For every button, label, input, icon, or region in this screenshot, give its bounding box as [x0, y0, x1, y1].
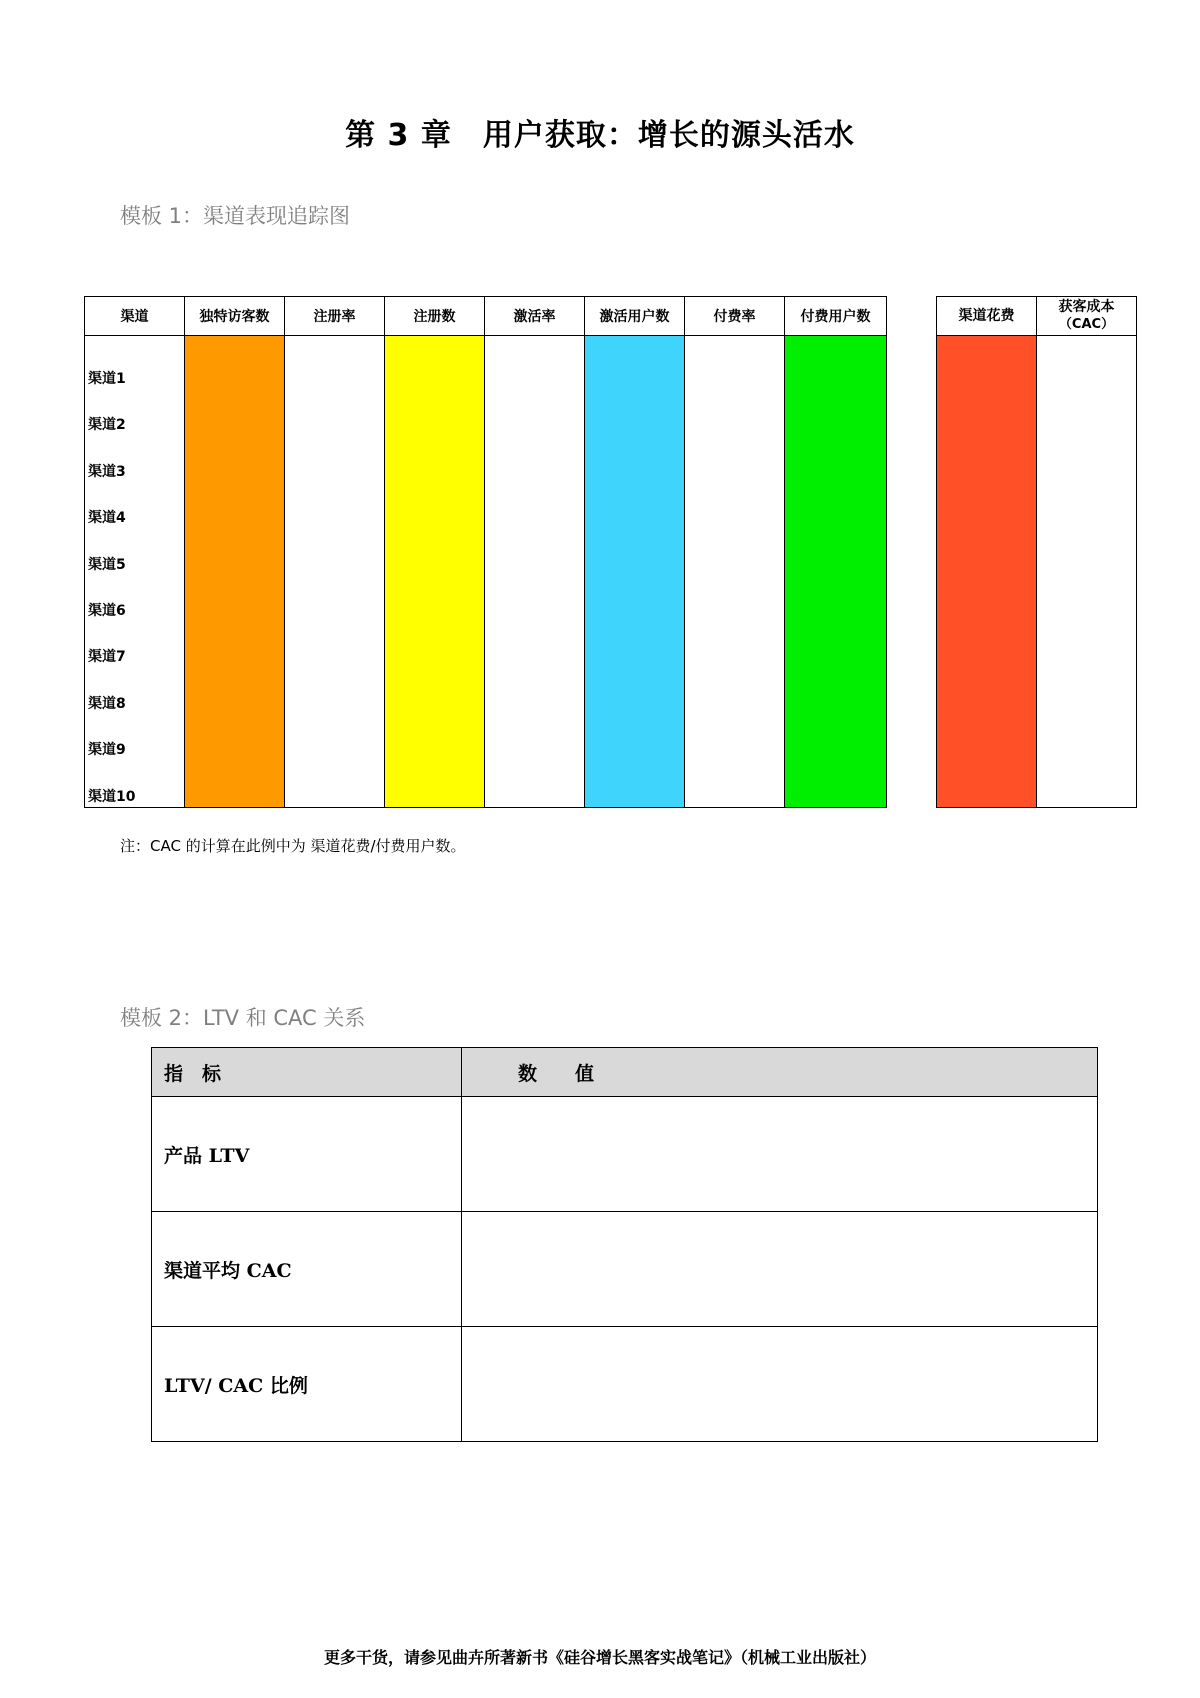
- header-cac-line1: 获客成本: [1058, 299, 1115, 315]
- cell-unique-visitors[interactable]: [185, 435, 285, 481]
- table-row: [152, 1097, 1098, 1212]
- cell-activation-rate[interactable]: [485, 714, 585, 760]
- channel-spend-column[interactable]: [937, 336, 1037, 808]
- cell-paying-users[interactable]: [785, 482, 887, 528]
- cell-activation-rate[interactable]: [485, 435, 585, 481]
- cell-registration-rate[interactable]: [285, 336, 385, 390]
- cell-payment-rate[interactable]: [685, 667, 785, 713]
- cell-payment-rate[interactable]: [685, 714, 785, 760]
- cell-registration-rate[interactable]: [285, 714, 385, 760]
- channel-cost-table: [936, 296, 1137, 808]
- cell-unique-visitors[interactable]: [185, 760, 285, 808]
- cell-activation-rate[interactable]: [485, 482, 585, 528]
- cac-column[interactable]: [1037, 336, 1137, 808]
- metric-value-cell[interactable]: [462, 1212, 1098, 1327]
- cell-activated-users[interactable]: [585, 575, 685, 621]
- header-metric: 指 标: [152, 1048, 462, 1097]
- cell-activated-users[interactable]: [585, 435, 685, 481]
- cell-payment-rate[interactable]: [685, 575, 785, 621]
- cell-registration-rate[interactable]: [285, 667, 385, 713]
- cell-paying-users[interactable]: [785, 528, 887, 574]
- cell-registration-rate[interactable]: [285, 760, 385, 808]
- cell-registration-rate[interactable]: [285, 575, 385, 621]
- table-header-row: [937, 297, 1137, 336]
- table-row: [85, 389, 887, 435]
- cell-registration-rate[interactable]: [285, 528, 385, 574]
- cell-activation-rate[interactable]: [485, 389, 585, 435]
- channel-label: 渠道3: [85, 435, 185, 481]
- metric-label: 渠道平均 CAC: [152, 1212, 462, 1327]
- metric-value-cell[interactable]: [462, 1327, 1098, 1442]
- cell-paying-users[interactable]: [785, 667, 887, 713]
- cell-unique-visitors[interactable]: [185, 714, 285, 760]
- channel-label: 渠道7: [85, 621, 185, 667]
- header-registrations: 注册数: [385, 297, 485, 336]
- table-row: [152, 1327, 1098, 1442]
- table-note: 注：CAC 的计算在此例中为 渠道花费/付费用户数。: [120, 837, 466, 855]
- cell-payment-rate[interactable]: [685, 621, 785, 667]
- header-activation-rate: 激活率: [485, 297, 585, 336]
- channel-label: 渠道5: [85, 528, 185, 574]
- metric-value-cell[interactable]: [462, 1097, 1098, 1212]
- channel-label: 渠道9: [85, 714, 185, 760]
- cell-registrations[interactable]: [385, 336, 485, 390]
- cell-payment-rate[interactable]: [685, 389, 785, 435]
- cell-activation-rate[interactable]: [485, 575, 585, 621]
- template2-title: 模板 2：LTV 和 CAC 关系: [120, 1006, 366, 1030]
- cell-payment-rate[interactable]: [685, 435, 785, 481]
- header-channel: 渠道: [85, 297, 185, 336]
- table-row: [85, 435, 887, 481]
- cell-activated-users[interactable]: [585, 528, 685, 574]
- cell-registrations[interactable]: [385, 389, 485, 435]
- channel-label: 渠道10: [85, 760, 185, 808]
- table-row: [85, 667, 887, 713]
- table-row: [85, 528, 887, 574]
- table-header-row: [152, 1048, 1098, 1097]
- table-row: [85, 621, 887, 667]
- cell-activated-users[interactable]: [585, 621, 685, 667]
- cell-registrations[interactable]: [385, 528, 485, 574]
- cell-paying-users[interactable]: [785, 435, 887, 481]
- cell-registrations[interactable]: [385, 714, 485, 760]
- table-row: [152, 1212, 1098, 1327]
- header-unique-visitors: 独特访客数: [185, 297, 285, 336]
- template1-title: 模板 1：渠道表现追踪图: [120, 204, 351, 228]
- channel-label: 渠道2: [85, 389, 185, 435]
- metric-label: LTV/ CAC 比例: [152, 1327, 462, 1442]
- cell-activated-users[interactable]: [585, 482, 685, 528]
- cell-unique-visitors[interactable]: [185, 482, 285, 528]
- cell-activated-users[interactable]: [585, 336, 685, 390]
- channel-label: 渠道6: [85, 575, 185, 621]
- cell-payment-rate[interactable]: [685, 336, 785, 390]
- header-activated-users: 激活用户数: [585, 297, 685, 336]
- cell-activated-users[interactable]: [585, 667, 685, 713]
- footer-note: 更多干货，请参见曲卉所著新书《硅谷增长黑客实战笔记》（机械工业出版社）: [323, 1648, 876, 1667]
- table-row: [85, 575, 887, 621]
- header-cac: [1037, 297, 1137, 336]
- cell-activation-rate[interactable]: [485, 336, 585, 390]
- cell-paying-users[interactable]: [785, 389, 887, 435]
- header-payment-rate: 付费率: [685, 297, 785, 336]
- cell-payment-rate[interactable]: [685, 528, 785, 574]
- cell-unique-visitors[interactable]: [185, 528, 285, 574]
- metric-label: 产品 LTV: [152, 1097, 462, 1212]
- cell-paying-users[interactable]: [785, 714, 887, 760]
- cell-paying-users[interactable]: [785, 575, 887, 621]
- cell-activation-rate[interactable]: [485, 667, 585, 713]
- table-header-row: [85, 297, 887, 336]
- table-row: [85, 714, 887, 760]
- cell-unique-visitors[interactable]: [185, 389, 285, 435]
- cell-registration-rate[interactable]: [285, 435, 385, 481]
- cell-paying-users[interactable]: [785, 336, 887, 390]
- cell-activated-users[interactable]: [585, 760, 685, 808]
- channel-label: 渠道8: [85, 667, 185, 713]
- cell-registrations[interactable]: [385, 760, 485, 808]
- cell-registrations[interactable]: [385, 482, 485, 528]
- table-row: [85, 482, 887, 528]
- cell-registration-rate[interactable]: [285, 621, 385, 667]
- table-row: [85, 336, 887, 390]
- channel-label: 渠道1: [85, 336, 185, 390]
- page-title: 第 3 章 用户获取：增长的源头活水: [345, 118, 855, 153]
- cell-paying-users[interactable]: [785, 621, 887, 667]
- cell-registration-rate[interactable]: [285, 389, 385, 435]
- header-cac-line2: （CAC）: [1058, 317, 1115, 332]
- cell-activation-rate[interactable]: [485, 760, 585, 808]
- cell-activated-users[interactable]: [585, 714, 685, 760]
- channel-tracking-table: [84, 296, 887, 808]
- cell-unique-visitors[interactable]: [185, 667, 285, 713]
- cell-unique-visitors[interactable]: [185, 621, 285, 667]
- cell-activated-users[interactable]: [585, 389, 685, 435]
- cell-registration-rate[interactable]: [285, 482, 385, 528]
- cell-registrations[interactable]: [385, 667, 485, 713]
- header-channel-spend: 渠道花费: [937, 297, 1037, 336]
- header-paying-users: 付费用户数: [785, 297, 887, 336]
- header-value: 数 值: [462, 1048, 1098, 1097]
- ltv-cac-table: [151, 1047, 1098, 1442]
- cell-paying-users[interactable]: [785, 760, 887, 808]
- header-registration-rate: 注册率: [285, 297, 385, 336]
- cell-activation-rate[interactable]: [485, 528, 585, 574]
- cell-unique-visitors[interactable]: [185, 575, 285, 621]
- cell-registrations[interactable]: [385, 435, 485, 481]
- cell-activation-rate[interactable]: [485, 621, 585, 667]
- cell-unique-visitors[interactable]: [185, 336, 285, 390]
- table-row: [85, 760, 887, 808]
- cell-registrations[interactable]: [385, 621, 485, 667]
- channel-label: 渠道4: [85, 482, 185, 528]
- cell-payment-rate[interactable]: [685, 482, 785, 528]
- cell-payment-rate[interactable]: [685, 760, 785, 808]
- cell-registrations[interactable]: [385, 575, 485, 621]
- table-row: [937, 336, 1137, 808]
